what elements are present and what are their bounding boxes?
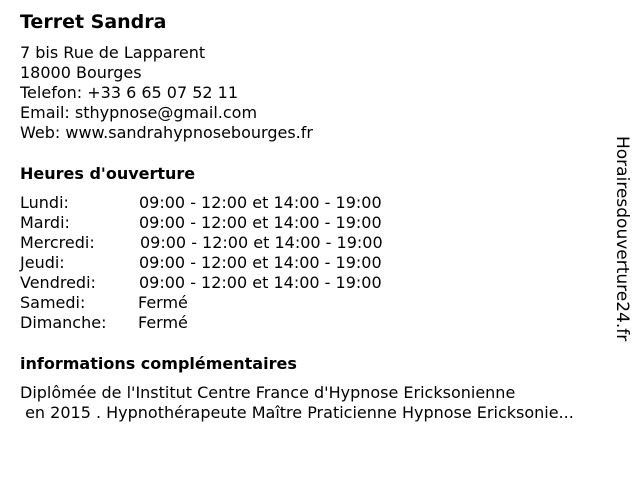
hours-time: Fermé <box>138 313 188 332</box>
hours-day: Vendredi: <box>20 273 96 292</box>
additional-info-line: Diplômée de l'Institut Centre France d'Hypnose Ericksonienne <box>20 383 516 402</box>
site-watermark: Horairesdouverture24.fr <box>612 136 632 342</box>
additional-info-heading: informations complémentaires <box>20 354 297 373</box>
hours-time: 09:00 - 12:00 et 14:00 - 19:00 <box>139 193 382 212</box>
web-line: Web: www.sandrahypnosebourges.fr <box>20 123 313 142</box>
hours-day: Samedi: <box>20 293 86 312</box>
address-line-street: 7 bis Rue de Lapparent <box>20 43 206 62</box>
hours-time: 09:00 - 12:00 et 14:00 - 19:00 <box>139 273 382 292</box>
address-line-city: 18000 Bourges <box>20 63 142 82</box>
hours-day: Jeudi: <box>20 253 65 272</box>
business-name: Terret Sandra <box>20 11 167 33</box>
contact-block <box>20 43 313 143</box>
hours-day: Mardi: <box>20 213 70 232</box>
phone-line: Telefon: +33 6 65 07 52 11 <box>20 83 239 102</box>
hours-day: Mercredi: <box>20 233 95 252</box>
hours-time: 09:00 - 12:00 et 14:00 - 19:00 <box>139 253 382 272</box>
hours-time: 09:00 - 12:00 et 14:00 - 19:00 <box>140 233 383 252</box>
hours-day: Dimanche: <box>20 313 107 332</box>
hours-time: Fermé <box>138 293 188 312</box>
hours-time: 09:00 - 12:00 et 14:00 - 19:00 <box>139 213 382 232</box>
hours-day: Lundi: <box>20 193 69 212</box>
email-line: Email: sthypnose@gmail.com <box>20 103 258 122</box>
opening-hours-heading: Heures d'ouverture <box>20 164 196 183</box>
additional-info-line: en 2015 . Hypnothérapeute Maître Praticienne Hypnose Ericksonie... <box>20 403 574 422</box>
additional-info-text <box>20 383 574 423</box>
